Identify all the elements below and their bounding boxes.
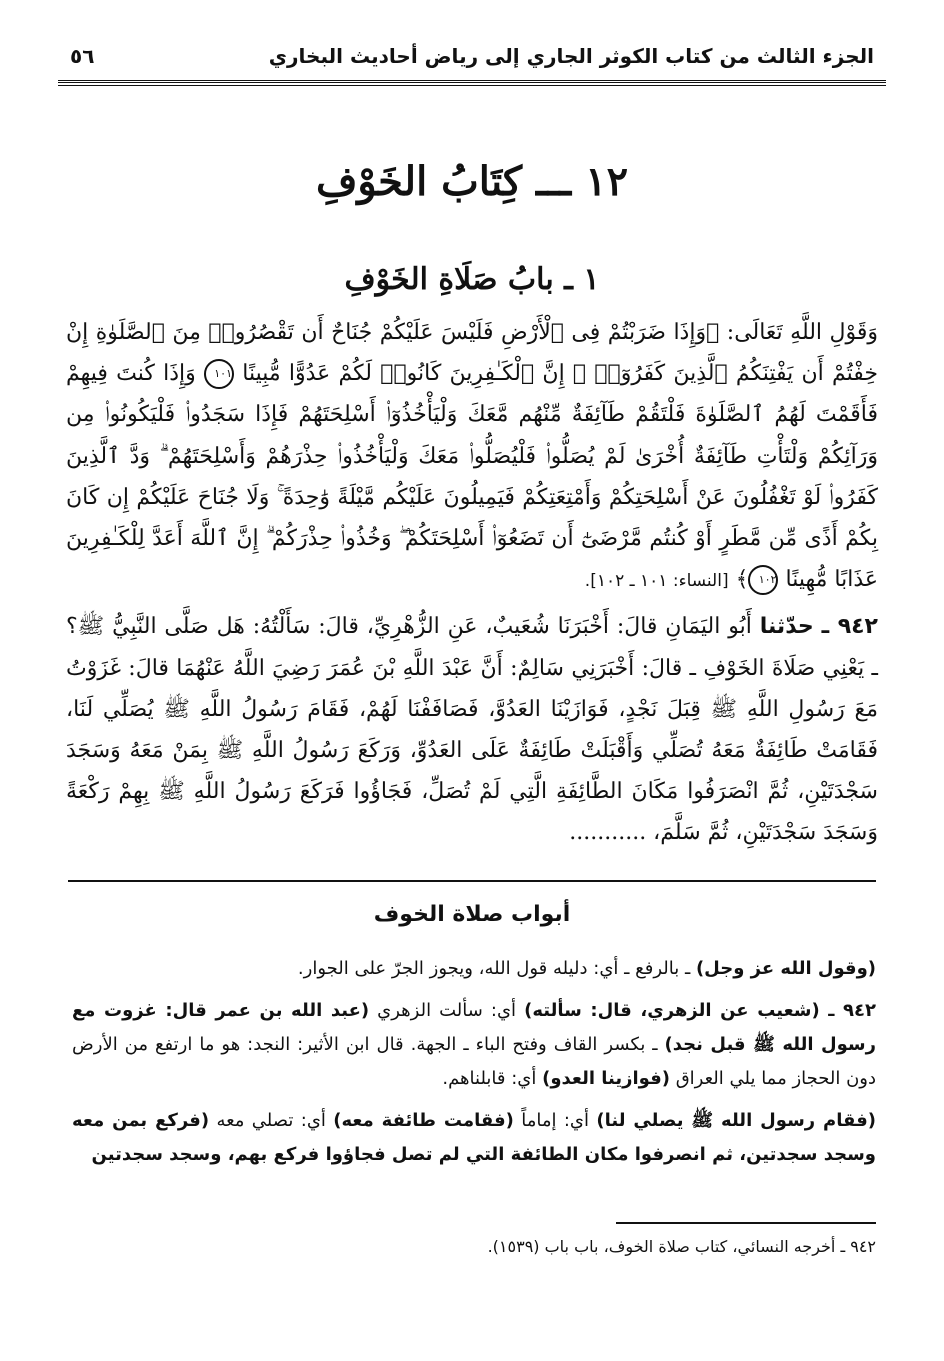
commentary-quote: (شعيب عن الزهري، قال: سألته) [524,1000,829,1021]
running-header [70,36,874,76]
verse-intro: وَقَوْلِ اللَّهِ تَعَالَى: [726,320,879,345]
verse-text-a: ﴿وَإِذَا ضَرَبْتُمْ فِى ٱلْأَرْضِ فَلَيْسَ عَلَيْكُمْ جُنَاحٌ أَن تَقْصُرُوا۟ مِنَ ٱلصَّلَوٰةِ إِنْ خِفْتُمْ أَن يَفْتِنَكُمُ ٱلَّذِينَ كَفَرُوٓا۟ ۚ إِنَّ ٱلْكَـٰفِرِينَ كَانُوا۟ لَكُمْ عَدُوًّا مُّبِينًا [66,320,878,387]
commentary-quote: (فركع بمن معه وسجد سجدتين، ثم انصرفوا مكان الطائفة التي لم تصل فجاؤوا فركع بهم، وسجد سجدتين [72,1110,876,1165]
commentary-text: ـ بكسر القاف وفتح الباء ـ الجهة. قال ابن الأثير: النجد: هو ما ارتفع من الأرض دون الحجاز مما يلي العراق [72,1034,876,1089]
commentary-text: ـ بالرفع ـ أي: دليله قول الله، ويجوز الجرّ على الجوار. [297,958,696,979]
chapter-title: ١ ـ بابُ صَلَاةِ الخَوْفِ [344,262,600,297]
book-title: ١٢ ـــ كِتَابُ الخَوْفِ [315,158,629,205]
section-divider [68,880,876,882]
verse-text-b: وَإِذَا كُنتَ فِيهِمْ فَأَقَمْتَ لَهُمُ ٱلصَّلَوٰةَ فَلْتَقُمْ طَآئِفَةٌ مِّنْهُم مَّعَكَ وَلْيَأْخُذُوٓا۟ أَسْلِحَتَهُمْ فَإِذَا سَجَدُوا۟ فَلْيَكُونُوا۟ مِن وَرَآئِكُمْ وَلْتَأْتِ طَآئِفَةٌ أُخْرَىٰ لَمْ يُصَلُّوا۟ فَلْيُصَلُّوا۟ مَعَكَ وَلْيَأْخُذُوا۟ حِذْرَهُمْ وَأَسْلِحَتَهُمْ ۗ وَدَّ ٱلَّذِينَ كَفَرُوا۟ لَوْ تَغْفُلُونَ عَنْ أَسْلِحَتِكُمْ وَأَمْتِعَتِكُمْ فَيَمِيلُونَ عَلَيْكُم مَّيْلَةً وَٰحِدَةً ۚ وَلَا جُنَاحَ عَلَيْكُمْ إِن كَانَ بِكُمْ أَذًى مِّن مَّطَرٍ أَوْ كُنتُم مَّرْضَىٰٓ أَن تَضَعُوٓا۟ أَسْلِحَتَكُمْ ۖ وَخُذُوا۟ حِذْرَكُمْ ۗ إِنَّ ٱللَّهَ أَعَدَّ لِلْكَـٰفِرِينَ عَذَابًا مُّهِينًا [66,361,878,593]
footnote-divider [616,1222,876,1224]
verse-reference: [النساء: ١٠١ ـ ١٠٢]. [584,571,729,592]
commentary-quote: (فقامت طائفة معه) [333,1110,514,1131]
commentary-text: أي: سألت الزهري [369,1000,525,1021]
commentary-text: أي: إماماً [513,1110,597,1131]
commentary-quote: (فقام رسول الله ﷺ يصلي لنا) [596,1110,876,1131]
commentary-paragraph [72,1104,876,1172]
verse-paragraph [66,312,878,602]
commentary-paragraph [72,952,876,986]
hadith-opening: حدّثنا [759,614,814,640]
commentary-quote: (وقول الله عز وجل) [695,958,876,979]
commentary-quote: (فوازينا العدو) [542,1068,670,1089]
commentary-quote: (عبد الله بن عمر قال: غزوت مع رسول الله ﷺ قبل نجد) [72,1000,876,1055]
hadith-number: ٩٤٢ ـ [821,614,878,640]
verse-number-mark: ١٠١ [204,359,234,389]
footnote: ٩٤٢ ـ أخرجه النسائي، كتاب صلاة الخوف، باب باب (١٥٣٩). [487,1237,876,1256]
hadith-paragraph [66,606,878,853]
running-title: الجزء الثالث من كتاب الكوثر الجاري إلى رياض أحاديث البخاري [268,44,874,68]
verse-number-mark: ١٠٢ [748,565,778,595]
commentary-paragraph [72,994,876,1096]
commentary-title: أبواب صلاة الخوف [373,902,571,927]
main-text [66,312,878,854]
page-number: ٥٦ [70,44,95,68]
commentary-text: أي: تصلي معه [209,1110,334,1131]
header-rule [58,80,886,86]
commentary [72,952,876,1172]
commentary-text: أي: قابلناهم. [442,1068,543,1089]
hadith-text: أَبُو اليَمَانِ قالَ: أَخْبَرَنَا شُعَيبٌ، عَنِ الزُّهْرِيِّ، قالَ: سَأَلْتُهُ: هَل صَلَّى النَّبِيُّ ﷺ؟ ـ يَعْنِي صَلَاةَ الخَوْفِ ـ قالَ: أَخْبَرَنِي سَالِمٌ: أَنَّ عَبْدَ اللَّهِ بْنَ عُمَرَ رَضِيَ اللَّهُ عَنْهُمَا قالَ: غَزَوْتُ مَعَ رَسُولِ اللَّهِ ﷺ قِبَلَ نَجْدٍ، فَوَازَيْنَا العَدُوَّ، فَصَافَفْنَا لَهُمْ، فَقَامَ رَسُولُ اللَّهِ ﷺ يُصَلِّي لَنَا، فَقَامَتْ طَائِفَةٌ مَعَهُ تُصَلِّي وَأَقْبَلَتْ طَائِفَةٌ عَلَى العَدُوِّ، وَرَكَعَ رَسُولُ اللَّهِ ﷺ بِمَنْ مَعَهُ وَسَجَدَ سَجْدَتَيْنِ، ثُمَّ انْصَرَفُوا مَكَانَ الطَّائِفَةِ الَّتِي لَمْ تُصَلِّ، فَجَاؤُوا فَرَكَعَ رَسُولُ اللَّهِ ﷺ بِهِمْ رَكْعَةً وَسَجَدَ سَجْدَتَيْنِ، ثُمَّ سَلَّمَ، ........... [66,614,878,846]
commentary-hadith-number: ٩٤٢ ـ [828,1000,877,1021]
verse-close: ﴾ [735,567,749,593]
